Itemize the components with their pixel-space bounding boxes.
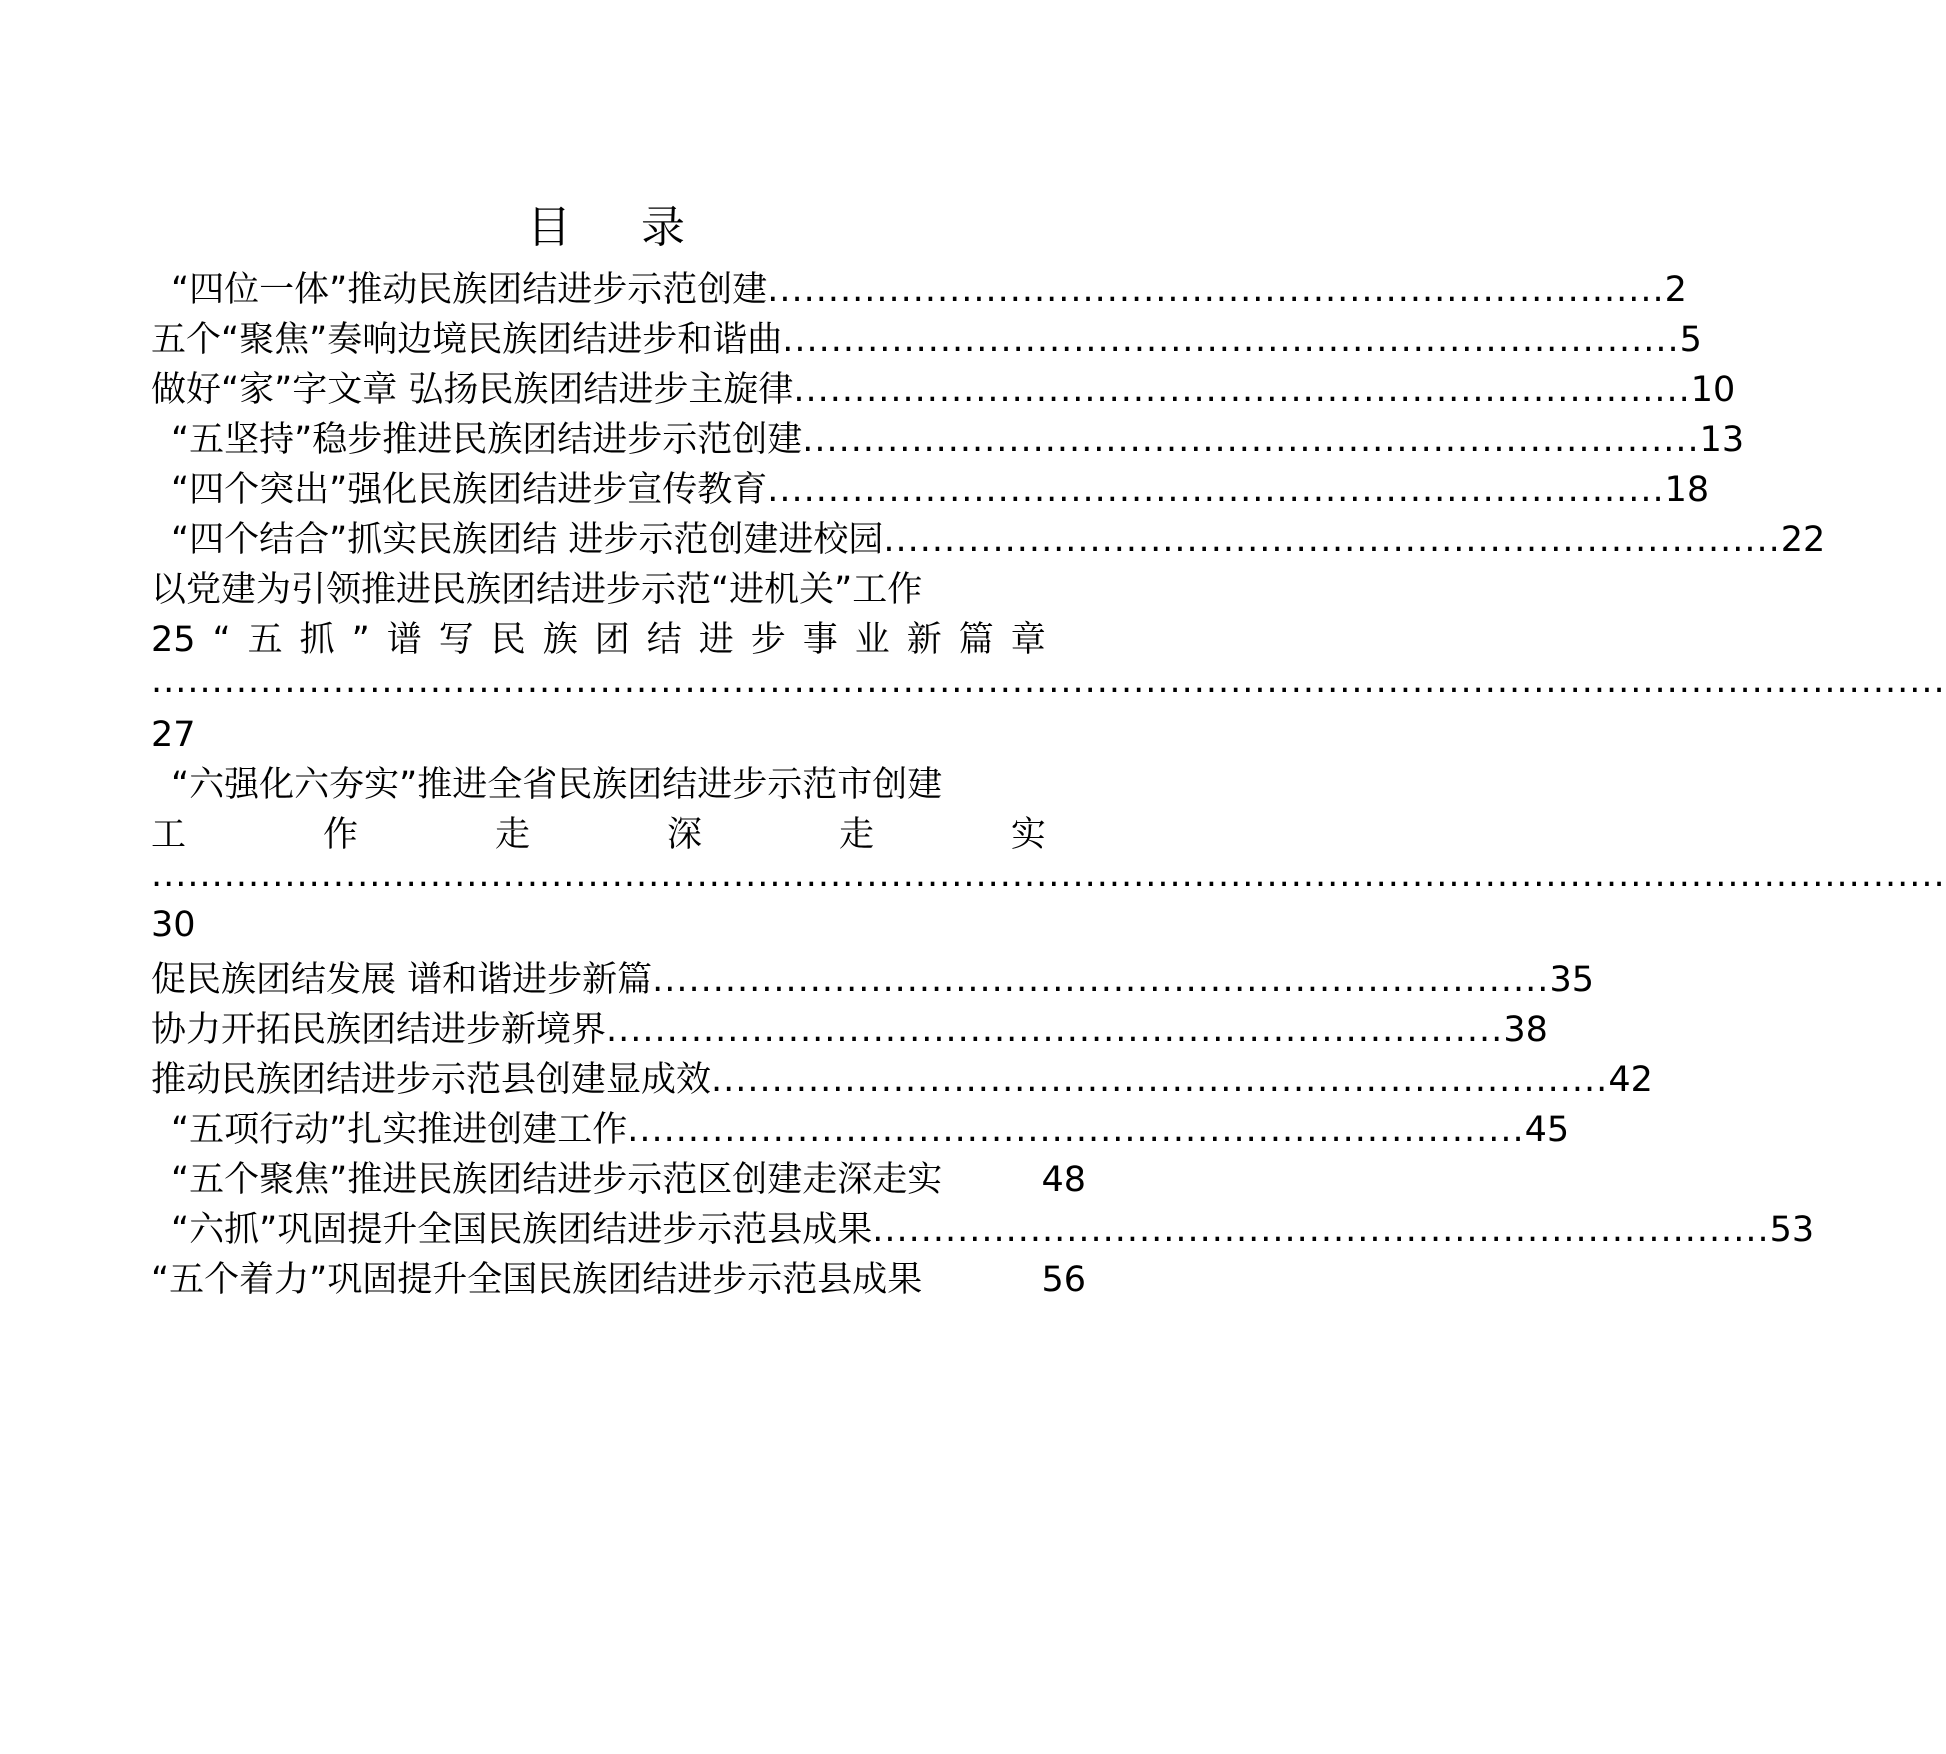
leader-dots: ..........................................................................	[802, 420, 1700, 460]
leader-dots: ..........................................................................	[782, 320, 1680, 360]
toc-entry-page: 25	[151, 620, 196, 660]
toc-entry-wrapped-line[interactable]: 工 作 走 深 走 实	[151, 815, 1046, 855]
toc-entry-text: 推动民族团结进步示范县创建显成效	[151, 1060, 712, 1100]
toc-entry-page: 38	[1503, 1010, 1548, 1050]
toc-entry-wrapped-text[interactable]: 以党建为引领推进民族团结进步示范“进机关”工作	[151, 570, 923, 610]
toc-entry-page: 2	[1664, 270, 1687, 310]
toc-entry-page: 35	[1549, 960, 1594, 1000]
toc-entry[interactable]	[171, 1153, 1086, 1208]
toc-entry[interactable]	[151, 1003, 1548, 1058]
toc-entry-text: “六抓”巩固提升全国民族团结进步示范县成果	[171, 1210, 873, 1250]
toc-entry[interactable]	[171, 1103, 1570, 1158]
toc-entry[interactable]	[151, 1053, 1653, 1108]
toc-entry-text: 促民族团结发展 谱和谐进步新篇	[151, 960, 653, 1000]
toc-entry-text: 协力开拓民族团结进步新境界	[151, 1010, 607, 1050]
leader-dots: ..........................................................................	[606, 1010, 1504, 1050]
toc-entry-wrapped-line[interactable]: 25 “ 五 抓 ” 谱 写 民 族 团 结 进 步 事 业 新 篇 章	[151, 613, 1046, 668]
toc-entry-text: 做好“家”字文章 弘扬民族团结进步主旋律	[151, 370, 794, 410]
toc-entry-text: “五坚持”稳步推进民族团结进步示范创建	[171, 420, 803, 460]
toc-entry-page: 56	[1041, 1260, 1086, 1300]
toc-entry-page: 45	[1524, 1110, 1570, 1150]
leader-dots: ..........................................................................	[767, 470, 1665, 510]
toc-entry[interactable]	[171, 513, 1826, 568]
toc-entry[interactable]	[151, 1253, 1086, 1308]
toc-entry-page: 30	[151, 905, 196, 945]
toc-entry-text: “四个结合”抓实民族团结 进步示范创建进校园	[171, 520, 884, 560]
leader-dots: ..........................................................................	[883, 520, 1781, 560]
toc-entry-text: “五个着力”巩固提升全国民族团结进步示范县成果	[151, 1260, 923, 1300]
toc-entry[interactable]	[171, 1203, 1815, 1258]
leader-dots: ..........................................................................	[711, 1060, 1609, 1100]
toc-entry-page: 10	[1690, 370, 1736, 410]
leader-dots: ..........................................................................	[652, 960, 1550, 1000]
toc-entry-text: “五项行动”扎实推进创建工作	[171, 1110, 628, 1150]
leader-dots: ..........................................................................	[793, 370, 1691, 410]
toc-entry-page: 27	[151, 715, 196, 755]
toc-entry-text: “四个突出”强化民族团结进步宣传教育	[171, 470, 768, 510]
toc-entry[interactable]	[151, 953, 1594, 1008]
leader-dots: ....................................................................................................................................................	[151, 855, 1946, 895]
toc-entry[interactable]	[171, 263, 1687, 318]
toc-entry-page: 13	[1699, 420, 1745, 460]
toc-entry-page: 22	[1780, 520, 1826, 560]
toc-entry-page: 42	[1608, 1060, 1653, 1100]
toc-entry-page: 48	[1041, 1160, 1086, 1200]
toc-entry-text: 五个“聚焦”奏响边境民族团结进步和谐曲	[151, 320, 783, 360]
toc-entry-page: 18	[1664, 470, 1710, 510]
toc-entry[interactable]	[151, 313, 1702, 368]
toc-entry[interactable]	[151, 363, 1736, 418]
toc-entry-wrapped-text[interactable]: “六强化六夯实”推进全省民族团结进步示范市创建	[171, 765, 943, 805]
leader-dots: ..........................................................................	[627, 1110, 1525, 1150]
toc-entry-text: “五个聚焦”推进民族团结进步示范区创建走深走实	[171, 1160, 943, 1200]
leader-dots: ..........................................................................	[767, 270, 1665, 310]
toc-entry[interactable]	[171, 463, 1710, 518]
toc-title: 目 录	[527, 202, 713, 253]
toc-entry-page: 53	[1769, 1210, 1815, 1250]
toc-entry-text: “四位一体”推动民族团结进步示范创建	[171, 270, 768, 310]
leader-dots: ....................................................................................................................................................	[151, 661, 1946, 701]
leader-dots: ..........................................................................	[872, 1210, 1770, 1250]
toc-entry[interactable]	[171, 413, 1745, 468]
toc-entry-page: 5	[1679, 320, 1702, 360]
